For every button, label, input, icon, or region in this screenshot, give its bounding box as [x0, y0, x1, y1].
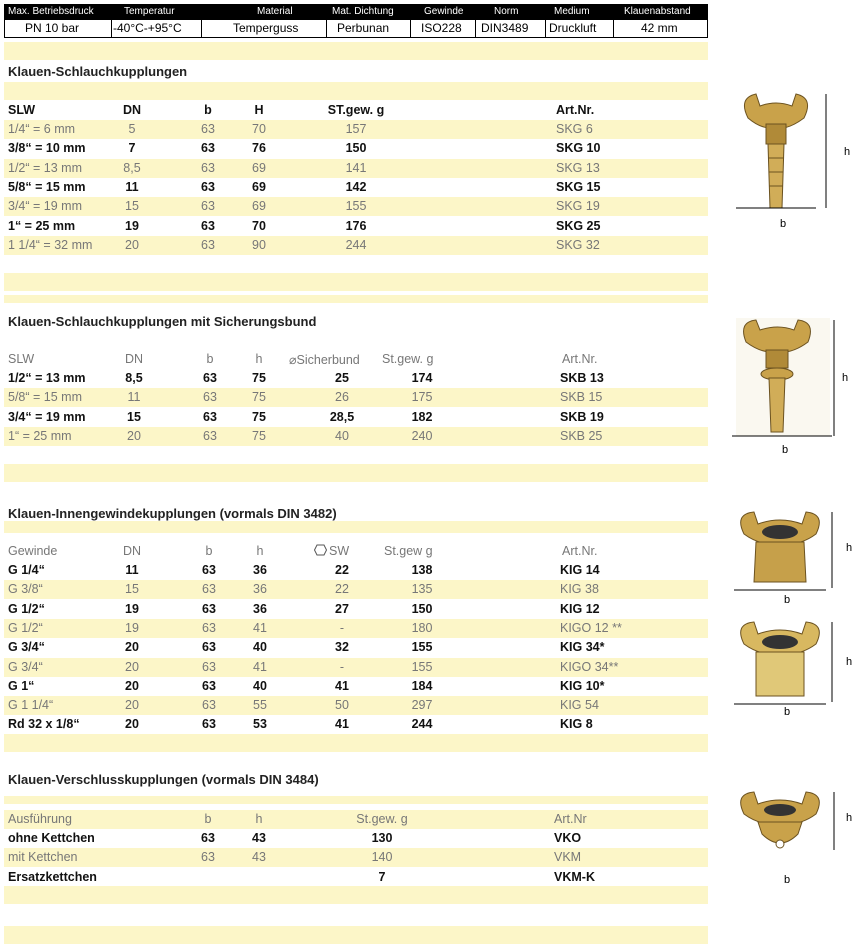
column-header: St.gew. g — [356, 812, 408, 826]
table-cell: 90 — [252, 237, 266, 252]
product-image-skg — [728, 88, 854, 234]
table-cell: 155 — [411, 640, 433, 655]
table-cell: 63 — [202, 698, 216, 713]
product-image-skb — [732, 316, 854, 460]
table-cell: 63 — [202, 659, 216, 674]
table-cell: 11 — [127, 390, 141, 405]
table-cell: 32 — [335, 640, 349, 655]
table-cell: SKB 13 — [560, 371, 604, 385]
table-cell: 297 — [411, 698, 433, 713]
table-row — [4, 658, 708, 677]
column-header: Gewinde — [8, 544, 58, 558]
spacer-band — [4, 464, 708, 482]
table-cell: SKG 32 — [556, 237, 600, 252]
table-cell: 63 — [201, 218, 215, 233]
table-row — [4, 217, 708, 236]
table-cell: SKB 25 — [560, 428, 603, 443]
table-cell: KIG 10* — [560, 678, 605, 693]
table-cell: 76 — [252, 141, 266, 156]
column-header: Art.Nr. — [556, 103, 595, 117]
table-cell: 138 — [411, 563, 433, 577]
table-cell: 142 — [345, 179, 367, 194]
table-cell: 20 — [125, 659, 139, 674]
table-cell: 8,5 — [125, 371, 143, 385]
table-cell: 1“ = 25 mm — [8, 218, 76, 233]
dimension-label: h — [844, 146, 851, 158]
table-cell: 25 — [335, 371, 349, 385]
table-cell: 69 — [252, 160, 266, 175]
table-cell: KIGO 12 ** — [560, 620, 622, 635]
dimension-label: h — [846, 812, 853, 824]
table-row — [4, 178, 708, 197]
spec-header: Material — [257, 6, 293, 17]
table-cell: 40 — [253, 678, 267, 693]
spec-value-row — [4, 20, 708, 38]
table-cell: Ersatzkettchen — [8, 869, 97, 884]
table-cell: 7 — [128, 141, 136, 156]
table-cell: 19 — [125, 601, 139, 616]
column-header: h — [256, 544, 264, 558]
table-cell: 19 — [125, 218, 139, 233]
table-cell: 26 — [335, 390, 349, 405]
column-header: St.gew. g — [382, 352, 434, 366]
table-cell: 11 — [125, 563, 139, 577]
table-cell: 174 — [411, 371, 433, 385]
table-cell: 27 — [335, 601, 349, 616]
table-cell: SKG 6 — [556, 122, 593, 136]
table-cell: 19 — [125, 620, 139, 635]
table-cell: KIG 14 — [560, 563, 600, 577]
table-row — [4, 408, 708, 427]
table-cell: 22 — [335, 582, 349, 597]
column-header: SLW — [8, 103, 36, 117]
section-title: Klauen-Schlauchkupplungen mit Sicherungsbund — [8, 314, 317, 329]
table-cell: 155 — [411, 659, 433, 674]
table-row — [4, 677, 708, 696]
column-header: b — [205, 544, 213, 558]
table-cell: SKG 25 — [556, 218, 601, 233]
table-cell: 63 — [203, 409, 217, 424]
dimension-label: b — [784, 706, 791, 718]
table-cell: 41 — [253, 659, 267, 674]
dimension-label: b — [782, 444, 789, 456]
table-row — [4, 236, 708, 255]
dimension-label: h — [846, 542, 853, 554]
spacer-band — [4, 273, 708, 291]
column-header: ⌀Sicherbund — [289, 353, 360, 367]
spec-value: Perbunan — [337, 21, 390, 35]
table-header-row — [4, 101, 708, 120]
table-cell: 63 — [202, 601, 216, 616]
spacer-band — [4, 42, 708, 60]
table-row — [4, 868, 708, 887]
table-row — [4, 715, 708, 734]
table-cell: 5/8“ = 15 mm — [8, 390, 82, 405]
table-cell: G 1/2“ — [8, 601, 45, 616]
spec-value: DIN3489 — [481, 21, 529, 35]
table-cell: VKM — [554, 850, 582, 865]
table-cell: 1 1/4“ = 32 mm — [8, 237, 93, 252]
table-cell: SKG 10 — [556, 141, 601, 156]
table-cell: ohne Kettchen — [8, 831, 95, 845]
spec-header: Mat. Dichtung — [332, 6, 394, 17]
spec-header-row — [4, 4, 708, 20]
table-cell: 5 — [128, 122, 136, 136]
table-cell: KIG 38 — [560, 582, 599, 597]
table-cell: 63 — [202, 563, 216, 577]
table-cell: 15 — [125, 582, 139, 597]
spec-header: Medium — [554, 6, 590, 17]
spacer-band — [4, 926, 708, 944]
table-row — [4, 120, 708, 139]
table-cell: 244 — [345, 237, 367, 252]
table-cell: 3/4“ = 19 mm — [8, 409, 86, 424]
column-header: Ausführung — [8, 812, 72, 826]
table-cell: SKG 15 — [556, 179, 601, 194]
column-header: DN — [124, 352, 144, 366]
table-cell: SKG 13 — [556, 160, 600, 175]
spec-header: Max. Betriebsdruck — [8, 6, 94, 17]
spec-header: Temperatur — [124, 6, 175, 17]
table-cell: G 1 1/4“ — [8, 698, 54, 713]
table-cell: 75 — [252, 371, 266, 385]
table-cell: 20 — [127, 428, 141, 443]
table-cell: 140 — [371, 850, 393, 865]
column-header: DN — [122, 103, 142, 117]
table-cell: 7 — [378, 869, 386, 884]
table-row — [4, 848, 708, 867]
table-cell: KIG 8 — [560, 717, 593, 732]
dimension-label: b — [784, 874, 791, 886]
table-cell: 69 — [252, 199, 266, 214]
dimension-label: h — [842, 372, 849, 384]
table-cell: 22 — [335, 563, 349, 577]
table-cell: KIG 12 — [560, 601, 600, 616]
table-row — [4, 696, 708, 715]
table-cell: VKM-K — [554, 869, 595, 884]
table-row — [4, 561, 708, 580]
table-cell: 63 — [201, 199, 215, 214]
spec-header: Klauenabstand — [624, 6, 691, 17]
table-cell: KIGO 34** — [560, 659, 619, 674]
table-cell: 3/4“ = 19 mm — [8, 199, 82, 214]
table-cell: 63 — [201, 237, 215, 252]
table-cell: 63 — [202, 640, 216, 655]
table-cell: 20 — [125, 678, 139, 693]
table-cell: 63 — [202, 678, 216, 693]
spacer-band — [4, 886, 708, 904]
column-header: b — [206, 352, 214, 366]
table-cell: 28,5 — [329, 409, 355, 424]
table-cell: 5/8“ = 15 mm — [8, 179, 86, 194]
table-cell: 63 — [201, 141, 215, 156]
spec-value: PN 10 bar — [25, 21, 80, 35]
spec-value: Temperguss — [233, 21, 299, 35]
table-cell: 155 — [345, 199, 367, 214]
table-cell: KIG 34* — [560, 640, 605, 655]
spec-value: ISO228 — [421, 21, 462, 35]
table-cell: mit Kettchen — [8, 850, 78, 865]
table-cell: 40 — [253, 640, 267, 655]
table-row — [4, 829, 708, 848]
spec-header: Gewinde — [424, 6, 464, 17]
table-header-row — [4, 810, 708, 829]
table-cell: 43 — [252, 850, 266, 865]
table-cell: 150 — [345, 141, 367, 156]
table-cell: 20 — [125, 640, 139, 655]
product-image-kigo — [730, 620, 854, 720]
table-cell: G 3/4“ — [8, 640, 45, 655]
table-cell: G 3/4“ — [8, 659, 43, 674]
table-cell: 75 — [252, 409, 266, 424]
hexagon-icon — [314, 544, 327, 559]
table-cell: 50 — [335, 698, 349, 713]
dimension-label: b — [784, 594, 791, 606]
table-cell: 1/2“ = 13 mm — [8, 160, 82, 175]
table-cell: 15 — [125, 199, 139, 214]
table-cell: Rd 32 x 1/8“ — [8, 717, 80, 732]
table-cell: 184 — [411, 678, 433, 693]
table-row — [4, 638, 708, 657]
table-cell: 130 — [371, 831, 393, 845]
table-cell: 176 — [345, 218, 367, 233]
table-cell: 20 — [125, 717, 139, 732]
dimension-label: b — [780, 218, 787, 230]
table-cell: VKO — [554, 831, 582, 845]
column-header: SLW — [8, 352, 35, 366]
table-cell: 1/2“ = 13 mm — [8, 371, 86, 385]
table-cell: 1“ = 25 mm — [8, 428, 72, 443]
table-cell: 63 — [203, 371, 217, 385]
column-header: Art.Nr — [554, 812, 587, 826]
table-cell: 36 — [253, 601, 267, 616]
column-header: Art.Nr. — [562, 544, 598, 558]
table-cell: 40 — [335, 428, 349, 443]
spacer-band — [4, 796, 708, 804]
table-cell: 43 — [252, 831, 266, 845]
table-cell: 135 — [411, 582, 433, 597]
section-title: Klauen-Innengewindekupplungen (vormals DIN 3482) — [8, 506, 337, 521]
spacer-band — [4, 295, 708, 303]
table-cell: 63 — [201, 850, 215, 865]
table-cell: 240 — [411, 428, 433, 443]
table-cell: 15 — [127, 409, 141, 424]
table-cell: 75 — [252, 428, 266, 443]
table-cell: 182 — [411, 409, 433, 424]
table-cell: 20 — [125, 237, 139, 252]
spacer-band — [4, 521, 708, 533]
column-header: ST.gew. g — [327, 103, 385, 117]
dimension-label: h — [846, 656, 853, 668]
table-cell: SKG 19 — [556, 199, 600, 214]
table-cell: 20 — [125, 698, 139, 713]
table-cell: 70 — [252, 122, 266, 136]
table-row — [4, 388, 708, 407]
spacer-band — [4, 82, 708, 100]
table-cell: 53 — [253, 717, 267, 732]
section-title: Klauen-Schlauchkupplungen — [8, 64, 188, 79]
table-cell: 63 — [201, 160, 215, 175]
table-cell: 63 — [201, 122, 215, 136]
table-header-row — [4, 542, 708, 561]
column-header: h — [255, 352, 263, 366]
table-cell: 36 — [253, 563, 267, 577]
table-cell: 1/4“ = 6 mm — [8, 122, 76, 136]
table-cell: G 1/2“ — [8, 620, 43, 635]
spacer-band — [4, 734, 708, 752]
spec-header: Norm — [494, 6, 519, 17]
column-header: SW — [329, 544, 350, 558]
table-cell: G 3/8“ — [8, 582, 43, 597]
table-cell: 8,5 — [123, 160, 141, 175]
table-row — [4, 427, 708, 446]
table-cell: 244 — [411, 717, 433, 732]
table-cell: G 1“ — [8, 678, 35, 693]
table-cell: 63 — [203, 390, 217, 405]
spec-value: 42 mm — [641, 21, 678, 35]
table-cell: 41 — [335, 678, 349, 693]
table-cell: 157 — [345, 122, 367, 136]
column-header: St.gew g — [384, 544, 433, 558]
table-cell: - — [339, 659, 345, 674]
column-header: h — [255, 812, 263, 826]
column-header: DN — [122, 544, 142, 558]
table-cell: 41 — [335, 717, 349, 732]
table-cell: 70 — [252, 218, 266, 233]
table-row — [4, 369, 708, 388]
product-image-kig — [730, 510, 854, 606]
column-header: Art.Nr. — [562, 352, 598, 366]
table-cell: G 1/4“ — [8, 563, 45, 577]
spec-value: Druckluft — [549, 21, 597, 35]
table-row — [4, 159, 708, 178]
table-cell: 63 — [202, 620, 216, 635]
table-cell: KIG 54 — [560, 698, 599, 713]
table-cell: - — [339, 620, 345, 635]
table-header-row — [4, 350, 708, 369]
table-cell: 69 — [252, 179, 266, 194]
product-image-vk — [730, 790, 854, 886]
table-row — [4, 580, 708, 599]
table-cell: 63 — [202, 582, 216, 597]
table-cell: 55 — [253, 698, 267, 713]
column-header: H — [254, 103, 264, 117]
column-header: b — [204, 812, 212, 826]
table-cell: 41 — [253, 620, 267, 635]
table-cell: SKB 19 — [560, 409, 604, 424]
table-cell: 63 — [201, 831, 215, 845]
table-row — [4, 139, 708, 158]
table-cell: 63 — [203, 428, 217, 443]
table-cell: 63 — [202, 717, 216, 732]
table-cell: 175 — [411, 390, 433, 405]
table-cell: 150 — [411, 601, 433, 616]
table-row — [4, 619, 708, 638]
table-cell: 11 — [125, 179, 139, 194]
section-title: Klauen-Verschlusskupplungen (vormals DIN 3484) — [8, 772, 319, 787]
table-cell: SKB 15 — [560, 390, 603, 405]
table-row — [4, 197, 708, 216]
table-cell: 75 — [252, 390, 266, 405]
column-header: b — [204, 103, 212, 117]
table-cell: 63 — [201, 179, 215, 194]
table-cell: 36 — [253, 582, 267, 597]
table-cell: 3/8“ = 10 mm — [8, 141, 86, 156]
table-cell: 141 — [345, 160, 367, 175]
table-row — [4, 600, 708, 619]
spec-value: -40°C-+95°C — [113, 21, 182, 35]
table-cell: 180 — [411, 620, 433, 635]
